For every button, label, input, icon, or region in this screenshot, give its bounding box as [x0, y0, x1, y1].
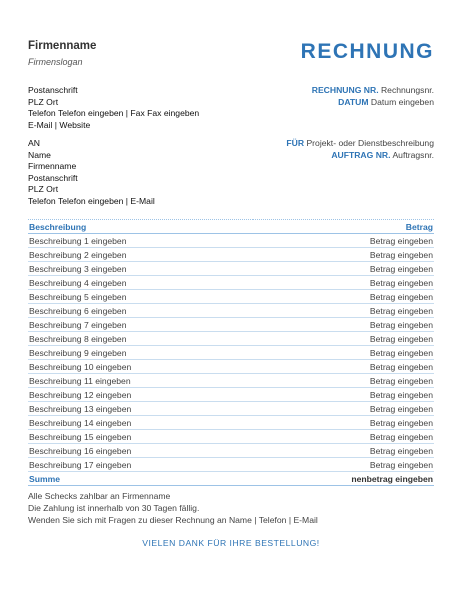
row-amount: Betrag eingeben [253, 458, 434, 472]
table-row [28, 332, 434, 346]
row-description: Beschreibung 9 eingeben [28, 346, 253, 360]
row-description: Beschreibung 12 eingeben [28, 388, 253, 402]
invoice-date-value: Datum eingeben [370, 96, 434, 107]
row-amount: Betrag eingeben [253, 430, 434, 444]
row-description: Beschreibung 3 eingeben [28, 262, 253, 276]
row-amount: Betrag eingeben [253, 290, 434, 304]
invoice-number-line [312, 85, 434, 97]
payment-notes [28, 490, 318, 526]
row-amount: Betrag eingeben [253, 360, 434, 374]
row-amount: Betrag eingeben [253, 444, 434, 458]
total-value: nenbetrag eingeben [253, 472, 434, 486]
invoice-date-label: DATUM [338, 96, 369, 107]
row-description: Beschreibung 2 eingeben [28, 248, 253, 262]
column-header-amount: Betrag [253, 220, 434, 234]
row-amount: Betrag eingeben [253, 388, 434, 402]
recipient-name: Name [28, 149, 51, 160]
row-amount: Betrag eingeben [253, 234, 434, 248]
note-payment: Die Zahlung ist innerhalb von 30 Tagen fällig. [28, 503, 200, 513]
row-description: Beschreibung 17 eingeben [28, 458, 253, 472]
order-number-label: AUFTRAG NR. [331, 149, 391, 160]
sender-contact: Telefon Telefon eingeben | Fax Fax eingeben [28, 108, 200, 119]
company-slogan: Firmenslogan [28, 57, 83, 67]
project-for-line [286, 138, 434, 150]
recipient-address [28, 138, 155, 208]
note-checks: Alle Schecks zahlbar an Firmenname [28, 491, 171, 501]
invoice-items-table [28, 219, 434, 486]
table-row [28, 290, 434, 304]
invoice-meta [312, 85, 434, 108]
row-description: Beschreibung 6 eingeben [28, 304, 253, 318]
row-amount: Betrag eingeben [253, 416, 434, 430]
table-row [28, 444, 434, 458]
table-row [28, 458, 434, 472]
recipient-company: Firmenname [28, 161, 77, 172]
table-row [28, 374, 434, 388]
table-row [28, 248, 434, 262]
row-amount: Betrag eingeben [253, 346, 434, 360]
row-description: Beschreibung 5 eingeben [28, 290, 253, 304]
project-for-label: FÜR [286, 138, 305, 148]
recipient-street: Postanschrift [28, 172, 78, 183]
total-row [28, 472, 434, 486]
note-questions: Wenden Sie sich mit Fragen zu dieser Rechnung an Name | Telefon | E-Mail [28, 515, 318, 525]
thank-you-message: VIELEN DANK FÜR IHRE BESTELLUNG! [142, 538, 320, 548]
order-number-line [286, 150, 434, 162]
table-row [28, 430, 434, 444]
row-amount: Betrag eingeben [253, 332, 434, 346]
sender-online: E-Mail | Website [28, 119, 91, 130]
row-amount: Betrag eingeben [253, 276, 434, 290]
table-row [28, 402, 434, 416]
table-row [28, 234, 434, 248]
table-row [28, 262, 434, 276]
invoice-number-label: RECHNUNG NR. [311, 85, 379, 95]
total-label: Summe [28, 472, 253, 486]
row-amount: Betrag eingeben [253, 374, 434, 388]
row-description: Beschreibung 8 eingeben [28, 332, 253, 346]
row-description: Beschreibung 7 eingeben [28, 318, 253, 332]
row-description: Beschreibung 15 eingeben [28, 430, 253, 444]
invoice-date-line [312, 97, 434, 109]
row-amount: Betrag eingeben [253, 318, 434, 332]
row-description: Beschreibung 11 eingeben [28, 374, 253, 388]
project-for-value: Projekt- oder Dienstbeschreibung [306, 138, 434, 148]
order-number-value: Auftragsnr. [392, 149, 434, 160]
row-description: Beschreibung 13 eingeben [28, 402, 253, 416]
column-header-description: Beschreibung [28, 220, 253, 234]
invoice-number-value: Rechnungsnr. [380, 85, 434, 95]
document-title: RECHNUNG [300, 40, 434, 63]
recipient-label: AN [28, 138, 40, 148]
table-row [28, 416, 434, 430]
table-row [28, 388, 434, 402]
row-amount: Betrag eingeben [253, 262, 434, 276]
project-meta [286, 138, 434, 161]
company-name: Firmenname [28, 40, 97, 52]
table-row [28, 304, 434, 318]
row-description: Beschreibung 16 eingeben [28, 444, 253, 458]
row-amount: Betrag eingeben [253, 402, 434, 416]
table-body [28, 234, 434, 472]
table-row [28, 346, 434, 360]
recipient-contact: Telefon Telefon eingeben | E-Mail [28, 195, 155, 206]
recipient-city: PLZ Ort [28, 184, 59, 195]
table-row [28, 318, 434, 332]
row-amount: Betrag eingeben [253, 248, 434, 262]
table-header-row [28, 220, 434, 234]
row-description: Beschreibung 4 eingeben [28, 276, 253, 290]
row-description: Beschreibung 1 eingeben [28, 234, 253, 248]
row-description: Beschreibung 14 eingeben [28, 416, 253, 430]
row-description: Beschreibung 10 eingeben [28, 360, 253, 374]
sender-street: Postanschrift [28, 85, 78, 95]
row-amount: Betrag eingeben [253, 304, 434, 318]
table-row [28, 276, 434, 290]
sender-address [28, 85, 199, 131]
sender-city: PLZ Ort [28, 96, 59, 107]
table-row [28, 360, 434, 374]
